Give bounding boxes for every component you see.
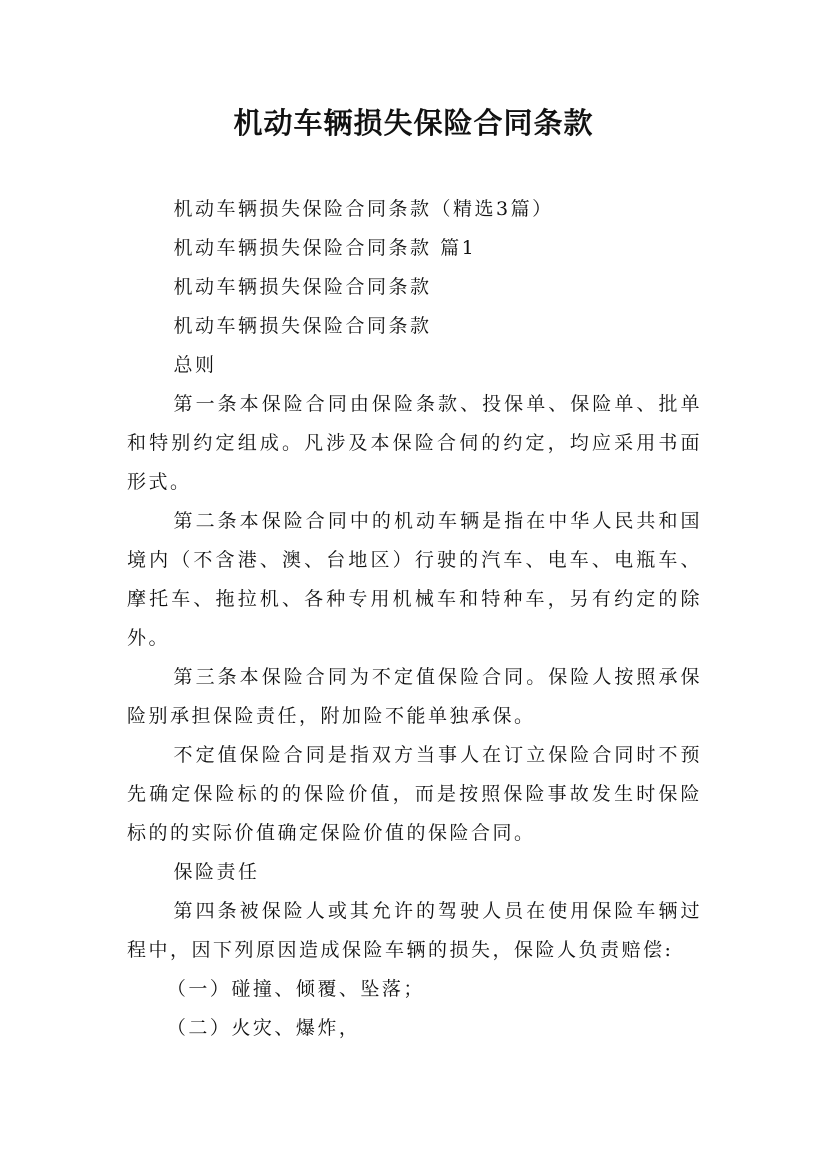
paragraph-article-2: 第二条本保险合同中的机动车辆是指在中华人民共和国境内（不含港、澳、台地区）行驶的汽车、电车、电瓶车、摩托车、拖拉机、各种专用机械车和特种车，另有约定的除外。	[127, 510, 702, 649]
paragraph-subtitle-1: 机动车辆损失保险合同条款	[173, 276, 432, 298]
paragraph-article-4: 第四条被保险人或其允许的驾驶人员在使用保险车辆过程中，因下列原因造成保险车辆的损失，保险人负责赔偿:	[127, 900, 702, 961]
paragraph-intro: 机动车辆损失保险合同条款（精选3篇）	[173, 198, 554, 220]
paragraph-article-3: 第三条本保险合同为不定值保险合同。保险人按照承保险别承担保险责任，附加险不能单独承保。	[127, 666, 702, 727]
section-heading-liability: 保险责任	[173, 861, 260, 883]
list-item-1: （一）碰撞、倾覆、坠落；	[166, 978, 425, 1000]
section-heading-general: 总则	[173, 354, 217, 376]
document-body	[127, 190, 702, 1048]
paragraph-subtitle-2: 机动车辆损失保险合同条款	[173, 315, 432, 337]
paragraph-heading-part1: 机动车辆损失保险合同条款 篇1	[173, 237, 477, 259]
list-item-2: （二）火灾、爆炸，	[166, 1017, 361, 1039]
paragraph-article-1: 第一条本保险合同由保险条款、投保单、保险单、批单和特别约定组成。凡涉及本保险合伺的约定，均应采用书面形式。	[127, 393, 702, 493]
paragraph-definition: 不定值保险合同是指双方当事人在订立保险合同时不预先确定保险标的的保险价值，而是按照保险事故发生时保险标的的实际价值确定保险价值的保险合同。	[127, 744, 702, 844]
document-title: 机动车辆损失保险合同条款	[233, 106, 594, 140]
